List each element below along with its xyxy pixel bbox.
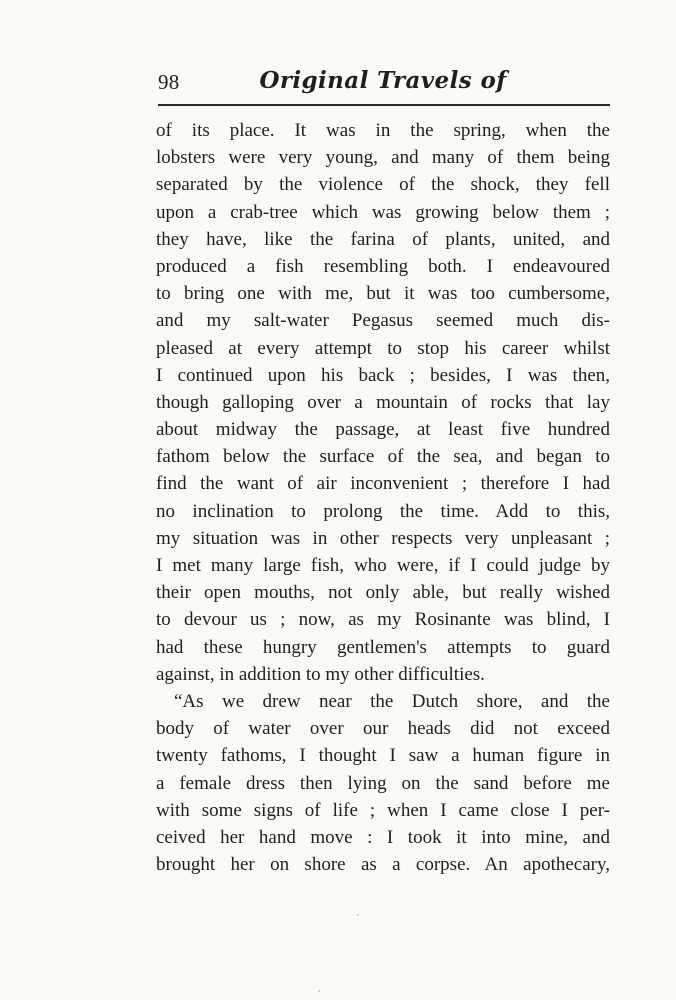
- text-line: a female dress then lying on the sand before me: [156, 772, 610, 794]
- page-number: 98: [158, 70, 180, 94]
- text-line: pleased at every attempt to stop his career whilst: [156, 337, 610, 359]
- paper-speck: [357, 914, 359, 916]
- text-line: about midway the passage, at least five hundred: [156, 419, 610, 441]
- text-line: produced a fish resembling both. I endeavoured: [156, 255, 610, 277]
- text-line: separated by the violence of the shock, they fell: [156, 174, 610, 196]
- page-header: [158, 67, 610, 104]
- text-line: to devour us ; now, as my Rosinante was blind, I: [156, 609, 610, 631]
- text-line: body of water over our heads did not exceed: [156, 718, 610, 740]
- text-line: lobsters were very young, and many of them being: [156, 147, 610, 169]
- text-line: against, in addition to my other difficulties.: [156, 663, 485, 685]
- text-line: ceived her hand move : I took it into mine, and: [156, 826, 610, 848]
- text-line: though galloping over a mountain of rocks that lay: [156, 391, 610, 413]
- text-line: had these hungry gentlemen's attempts to guard: [156, 636, 610, 658]
- text-line: I met many large fish, who were, if I could judge by: [156, 555, 610, 576]
- text-line: upon a crab-tree which was growing below them ;: [156, 201, 610, 223]
- header-rule: [158, 104, 610, 106]
- text-line: I continued upon his back ; besides, I was then,: [156, 364, 610, 386]
- text-line: my situation was in other respects very unpleasant ;: [156, 527, 610, 549]
- text-line: with some signs of life ; when I came close I per-: [156, 799, 610, 821]
- text-line: find the want of air inconvenient ; therefore I had: [156, 473, 610, 495]
- text-line: “As we drew near the Dutch shore, and the: [174, 690, 610, 712]
- body-text: [156, 117, 610, 878]
- text-line: of its place. It was in the spring, when the: [156, 120, 610, 141]
- text-line: their open mouths, not only able, but really wished: [156, 582, 610, 604]
- paper-speck: [318, 990, 320, 992]
- text-line: they have, like the farina of plants, united, and: [156, 228, 610, 250]
- text-line: twenty fathoms, I thought I saw a human figure in: [156, 745, 610, 767]
- text-line: and my salt-water Pegasus seemed much dis-: [156, 310, 610, 332]
- running-head: Original Travels of: [259, 67, 507, 94]
- text-line: no inclination to prolong the time. Add to this,: [156, 500, 610, 522]
- text-line: to bring one with me, but it was too cumbersome,: [156, 283, 610, 305]
- text-line: brought her on shore as a corpse. An apothecary,: [156, 854, 610, 876]
- text-line: fathom below the surface of the sea, and began to: [156, 446, 610, 468]
